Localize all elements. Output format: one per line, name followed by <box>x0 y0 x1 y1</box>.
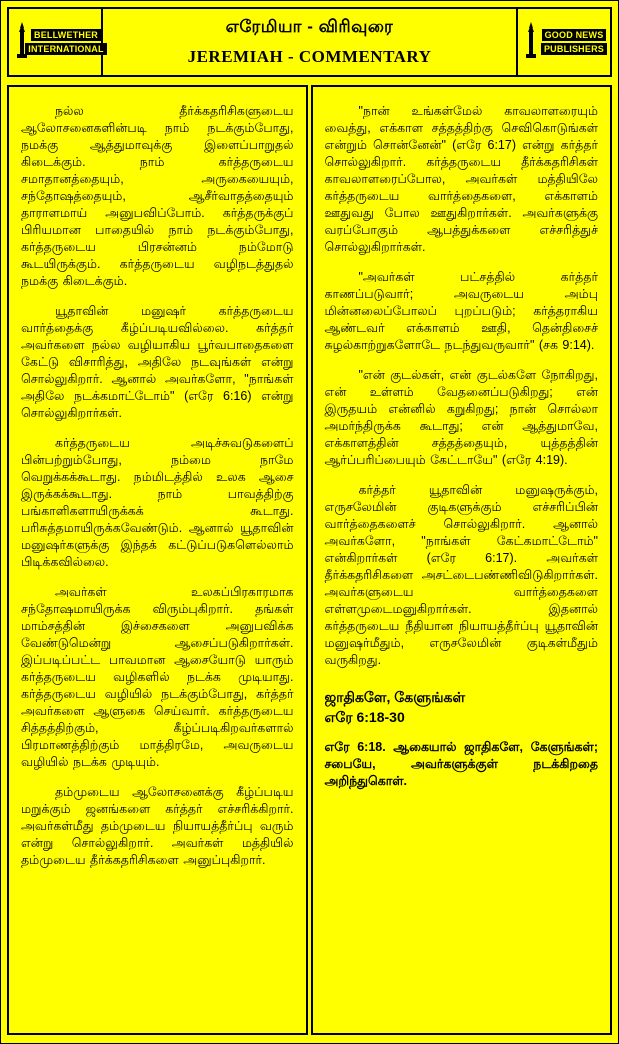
paragraph: கர்த்தருடைய அடிச்சுவடுகளைப் பின்பற்றும்போது, நம்மை நாமே வெறுக்கக்கூடாது. நம்மிடத்தில் உலக ஆசை இருக்கக்கூடாது. நாம் பாவத்திற்கு பங்காளிகளாயிருக்கக் கூடாது. பரிசுத்தமாயிருக்கவேண்டும். ஆனால் யூதாவின் மனுஷர்களுக்கு இந்தக் கட்டுப்படுகளெல்லாம் பிடிக்கவில்லை. <box>21 436 294 569</box>
paragraph: "என் குடல்கள், என் குடல்களே நோகிறது, என் உள்ளம் வேதனைப்படுகிறது; என் இருதயம் என்னில் கறுகிறது; நான் சொல்லா அமர்ந்திருக்க கூடாது; என் ஆத்துமாவே, எக்காளத்தின் சத்தத்தையும், யுத்தத்தின் ஆர்ப்பரிப்பையும் கேட்டாயே" (எரே 4:19). <box>324 368 598 467</box>
title-english: JEREMIAH - COMMENTARY <box>187 47 432 66</box>
title-tamil: எரேமியா - விரிவுரை <box>225 17 394 36</box>
left-column <box>7 85 308 1035</box>
section-heading-line-2: எரே 6:18-30 <box>324 709 405 725</box>
logo-line-2: INTERNATIONAL <box>25 43 106 55</box>
paragraph: தம்முடைய ஆலோசனைக்கு கீழ்ப்படிய மறுக்கும் ஜனங்களை கர்த்தர் எச்சரிக்கிறார். அவர்கள்மீது தம்முடைய நியாயத்தீர்ப்பு வரும் என்று சொல்லுகிறார். அவர்கள் மத்தியில் தம்முடைய தீர்க்கதரிசிகளை அனுப்புகிறார். <box>21 785 294 867</box>
paragraph: கர்த்தர் யூதாவின் மனுஷருக்கும், எருசலேமின் குடிகளுக்கும் எச்சரிப்பின் வார்த்தைகளைச் சொல்லுகிறார். ஆனால் அவர்களோ, "நாங்கள் கேட்கமாட்டோம்" என்கிறார்கள் (எரே 6:17). அவர்கள் தீர்க்கதரிசிகளை அசட்டைபண்ணிவிடுகிறார்கள். அவர்களுடைய வார்த்தைகளை எள்ளமுடைமனுகிறார்கள். இதனால் கர்த்தருடைய நீதியான நியாயத்தீர்ப்பு யூதாவின் மனுஷர்மீதும், எருசலேமின் குடிகள்மீதும் வருகிறது. <box>324 483 598 667</box>
logo-line-1: BELLWETHER <box>31 29 101 41</box>
torch-icon <box>522 22 540 62</box>
right-column <box>311 85 613 1035</box>
section-heading <box>325 687 599 727</box>
paragraph: யூதாவின் மனுஷர் கர்த்தருடைய வார்த்தைக்கு கீழ்ப்படியவில்லை. கர்த்தர் அவர்களை நல்ல வழியாகிய பூர்வபாதைகளை கேட்டு விசாரித்து, அதிலே நடவுங்கள் என்று சொல்லுகிறார். ஆனால் அவர்களோ, "நாங்கள் அதிலே நடக்கமாட்டோம்" (எரே 6:16) என்று சொல்லுகிறார்கள். <box>21 304 294 420</box>
bellwether-international-logo <box>7 7 103 77</box>
paragraph: நல்ல தீர்க்கதரிசிகளுடைய ஆலோசனைகளின்படி நாம் நடக்கும்போது, நமக்கு ஆத்துமாவுக்கு இளைப்பாறுதல் கிடைக்கும். நாம் கர்த்தருடைய சமாதானத்தையும், அருகையையும், சந்தோஷத்தையும், ஆசீர்வாதத்தையும் தாராளமாய் அனுபவிப்போம். கர்த்தருக்குப் பிரியமான பாதையில் நாம் நடக்கும்போது, கர்த்தருடைய பிரசன்னம் நம்மோடு கூடயிருக்கும். கர்த்தருடைய வழிநடத்துதல் நமக்கு கிடைக்கும். <box>21 104 294 288</box>
torch-icon <box>13 22 31 62</box>
logo-line-2: PUBLISHERS <box>541 43 607 55</box>
paragraph: "நான் உங்கள்மேல் காவலாளரையும் வைத்து, எக்காள சத்தத்திற்கு செவிகொடுங்கள் என்றும் சொன்னேன்" (எரே 6:17) என்று கர்த்தர் சொல்லுகிறார். கர்த்தருடைய தீர்க்கதரிசிகள் காவலாளரைப்போல, அவர்கள் மத்தியிலே கர்த்தருடைய வார்த்தைகளை, எக்காளம் ஊதுவது போல ஊதுகிறார்கள். அவர்களுக்கு வரப்போகும் ஆபத்துக்களை எச்சரித்துச் சொல்லுகிறார்கள். <box>324 104 598 254</box>
page-title <box>103 7 516 77</box>
body-columns <box>7 85 612 1035</box>
section-heading-line-1: ஜாதிகளே, கேளுங்கள் <box>324 689 466 705</box>
good-news-publishers-logo <box>516 7 612 77</box>
paragraph: "அவர்கள் பட்சத்தில் கர்த்தர் காணப்படுவார்; அவருடைய அம்பு மின்னலைப்போலப் புறப்படும்; கர்த்தராகிய ஆண்டவர் எக்காளம் ஊதி, தென்திசைச் சுழல்காற்றுகளோடே நடந்துவருவார்" (சக 9:14). <box>324 270 598 352</box>
logo-line-1: GOOD NEWS <box>542 29 607 41</box>
closing-paragraph: எரே 6:18. ஆகையால் ஜாதிகளே, கேளுங்கள்; சபையே, அவர்களுக்குள் நடக்கிறதை அறிந்துகொள். <box>324 740 598 788</box>
page-header <box>7 7 612 77</box>
paragraph: அவர்கள் உலகப்பிரகாரமாக சந்தோஷமாயிருக்க விரும்புகிறார். தங்கள் மாம்சத்தின் இச்சைகளை அனுபவிக்க வேண்டுமென்று ஆசைப்படுகிறார்கள். இப்படிப்பட்ட பாவமான ஆசையோடு யாரும் கர்த்தருடைய வழிகளில் நடக்க முடியாது. கர்த்தருடைய வழியில் நடக்கும்போது, கர்த்தர் அவர்களை ஆளுகை செய்வார். கர்த்தருடைய சித்தத்திற்கும், கீழ்ப்படிகிறவர்களால் பிரமாணத்திற்கும் மாத்திரமே, அவருடைய வழியில் நடக்க முடியும். <box>21 585 294 769</box>
